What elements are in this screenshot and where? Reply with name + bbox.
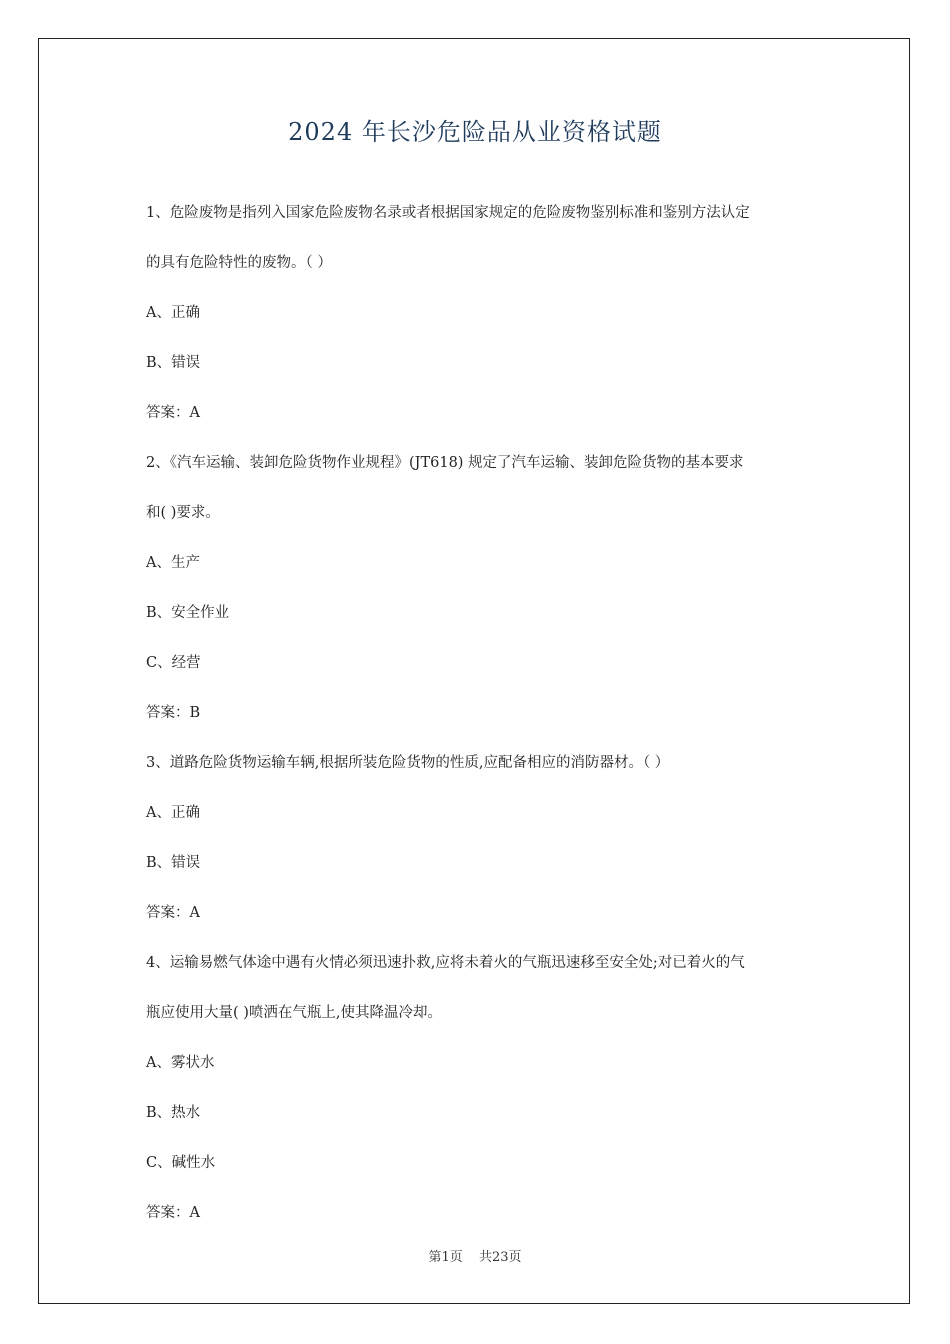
question-3-option-b: B、错误 xyxy=(146,855,201,871)
question-list xyxy=(146,200,811,1250)
question-4-answer: 答案：A xyxy=(146,1205,200,1221)
question-4-text-line-2: 瓶应使用大量( )喷洒在气瓶上,使其降温冷却。 xyxy=(146,1005,443,1021)
page-footer xyxy=(0,1246,950,1265)
question-2-option-c: C、经营 xyxy=(146,655,201,671)
page-number: 第1页 xyxy=(428,1250,463,1265)
question-2 xyxy=(146,450,811,750)
question-3 xyxy=(146,750,811,950)
question-1-text-line-1: 1、危险废物是指列入国家危险废物名录或者根据国家规定的危险废物鉴别标准和鉴别方法认定 xyxy=(146,205,750,221)
question-4 xyxy=(146,950,811,1250)
question-4-option-c: C、碱性水 xyxy=(146,1155,216,1171)
question-4-option-a: A、雾状水 xyxy=(146,1055,215,1071)
question-1-option-a: A、正确 xyxy=(146,305,200,321)
page-total: 共23页 xyxy=(478,1250,522,1265)
question-4-option-b: B、热水 xyxy=(146,1105,201,1121)
question-2-option-b: B、安全作业 xyxy=(146,605,230,621)
document-title: 2024 年长沙危险品从业资格试题 xyxy=(288,118,662,146)
question-4-text-line-1: 4、运输易燃气体途中遇有火情必须迅速扑救,应将未着火的气瓶迅速移至安全处;对已着火的气 xyxy=(146,955,745,971)
question-3-answer: 答案：A xyxy=(146,905,200,921)
question-2-answer: 答案：B xyxy=(146,705,201,721)
question-3-option-a: A、正确 xyxy=(146,805,200,821)
question-2-text-line-2: 和( )要求。 xyxy=(146,505,220,521)
question-2-option-a: A、生产 xyxy=(146,555,200,571)
question-3-text-line-1: 3、道路危险货物运输车辆,根据所装危险货物的性质,应配备相应的消防器材。（ ） xyxy=(146,755,670,771)
question-1-option-b: B、错误 xyxy=(146,355,201,371)
question-1-text-line-2: 的具有危险特性的废物。（ ） xyxy=(146,255,332,271)
question-1 xyxy=(146,200,811,450)
question-1-answer: 答案：A xyxy=(146,405,200,421)
question-2-text-line-1: 2、《汽车运输、装卸危险货物作业规程》(JT618) 规定了汽车运输、装卸危险货物的基本要求 xyxy=(146,455,744,471)
